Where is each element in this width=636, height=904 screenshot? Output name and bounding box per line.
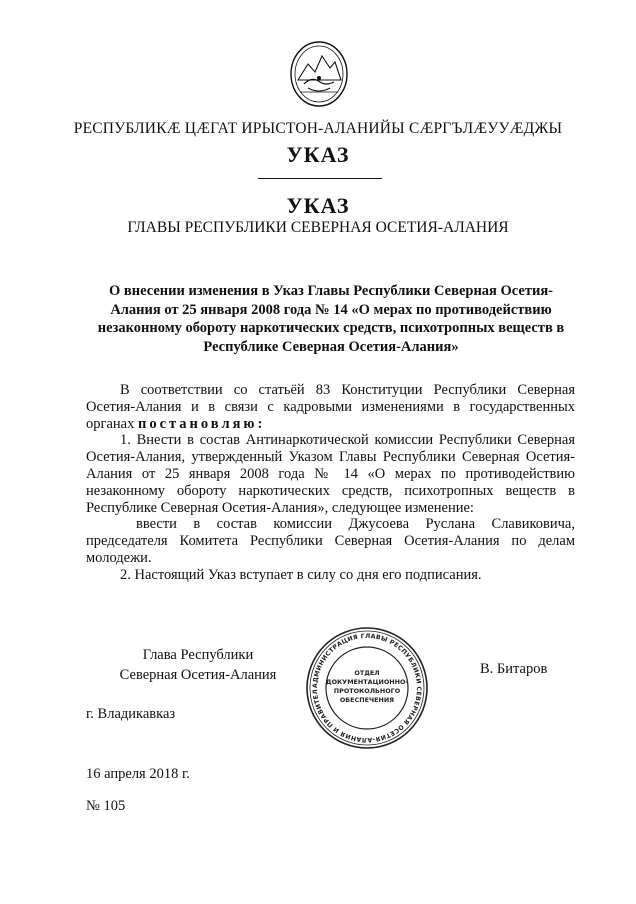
signatory-title-line1: Глава Республики (142, 647, 254, 663)
svg-text:ОТДЕЛ: ОТДЕЛ (354, 669, 380, 677)
coat-of-arms-emblem (288, 40, 350, 108)
decree-number: № 105 (86, 798, 126, 814)
item-1-change: ввести в состав комиссии Джусоева Руслана Славиковича, председателя Комитета Республики Северная Осетия-Алания по делам молодежи. (86, 516, 575, 566)
svg-text:ПРОТОКОЛЬНОГО: ПРОТОКОЛЬНОГО (333, 687, 401, 695)
signatory-title (110, 645, 286, 685)
svg-text:ДОКУМЕНТАЦИОННО-: ДОКУМЕНТАЦИОННО- (325, 678, 409, 686)
decree-verb: постановляю: (137, 415, 266, 432)
official-seal (305, 626, 429, 750)
ossetian-header: РЕСПУБЛИКӔ ЦӔГАТ ИРЫСТОН-АЛАНИЙЫ СӔРГЪЛӔУУӔДЖЫ (73, 120, 563, 137)
preamble-text: В соответствии со статьёй 83 Конституции Республики Северная Осетия-Алания и в связи с кадровыми изменениями в государственных органах (86, 382, 575, 432)
issue-city: г. Владикавказ (86, 706, 176, 722)
decree-heading-russian: УКАЗ (286, 193, 350, 218)
decree-heading-ossetian: УКАЗ (286, 142, 350, 167)
snow-leopard-emblem-icon (288, 40, 350, 108)
decree-title: О внесении изменения в Указ Главы Республики Северная Осетия-Алания от 25 января 2008 года № 14 «О мерах по противодействию незаконному обороту наркотических средств, психотропных веществ в Республике Северная Осетия-Алания» (97, 283, 565, 355)
decree-body (86, 382, 575, 584)
svg-text:ОБЕСПЕЧЕНИЯ: ОБЕСПЕЧЕНИЯ (339, 696, 395, 704)
header-divider (258, 178, 382, 179)
signatory-title-line2: Северная Осетия-Алания (119, 667, 277, 683)
issue-date: 16 апреля 2018 г. (86, 766, 190, 782)
seal-stamp-icon (305, 626, 429, 750)
item-1: 1. Внести в состав Антинаркотической комиссии Республики Северная Осетия-Алания, утвержденный Указом Главы Республики Северная Осетия-Алания от 25 января 2008 года № 14 «О мерах по противодействию незаконному обороту наркотических средств, психотропных веществ в Республике Северная Осетия-Алания», следующее изменение: (86, 432, 575, 516)
preamble-paragraph (86, 382, 575, 432)
svg-text:АДМИНИСТРАЦИЯ ГЛАВЫ РЕСПУБЛИКИ: АДМИНИСТРАЦИЯ ГЛАВЫ РЕСПУБЛИКИ СЕВЕРНАЯ ОСЕТИЯ-АЛАНИЯ И ПРАВИТЕЛ (311, 632, 423, 744)
signatory-name: В. Битаров (480, 661, 548, 677)
russian-header: ГЛАВЫ РЕСПУБЛИКИ СЕВЕРНАЯ ОСЕТИЯ-АЛАНИЯ (127, 219, 509, 236)
item-2: 2. Настоящий Указ вступает в силу со дня его подписания. (120, 566, 482, 583)
